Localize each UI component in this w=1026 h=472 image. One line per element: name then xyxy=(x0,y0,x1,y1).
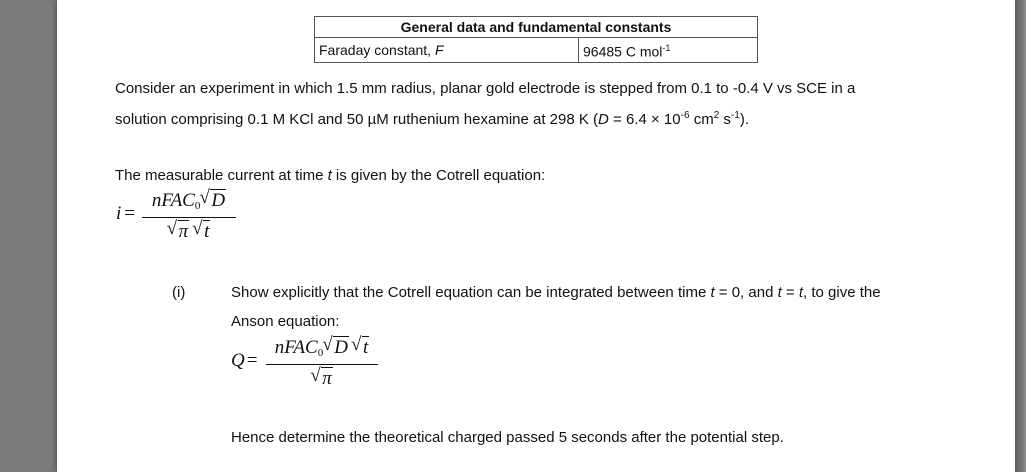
part-text: = xyxy=(781,284,799,301)
table-header: General data and fundamental constants xyxy=(315,17,758,38)
part-text: Show explicitly that the Cotrell equation can be integrated between time xyxy=(231,284,711,301)
intro-line-2 xyxy=(115,110,749,128)
fraction-bar xyxy=(142,217,236,218)
part-text: = 0, and xyxy=(714,284,778,301)
faraday-symbol: F xyxy=(434,41,444,58)
scroll-edge xyxy=(1015,0,1026,472)
radicand: t xyxy=(362,337,369,358)
sqrt-t xyxy=(352,337,369,359)
cottrell-denominator xyxy=(142,221,236,243)
radicand: t xyxy=(204,221,210,242)
intro-line-1: Consider an experiment in which 1.5 mm radius, planar gold electrode is stepped from 0.1 to -0.4 V vs SCE in a xyxy=(115,80,856,97)
intro-text: solution comprising 0.1 M KCl and 50 µM ruthenium hexamine at 298 K ( xyxy=(115,111,599,128)
radicand: π xyxy=(178,221,189,242)
sqrt-pi xyxy=(168,221,190,243)
fraction-bar xyxy=(266,364,378,365)
cottrell-text: is given by the Cotrell equation: xyxy=(331,167,546,184)
equals-sign: = xyxy=(124,203,135,224)
part-i-line-1 xyxy=(231,284,881,301)
anson-numerator xyxy=(266,337,378,359)
constants-table xyxy=(314,16,758,63)
subscript: 0 xyxy=(194,200,201,212)
numerator-text: nFAC xyxy=(151,190,195,211)
sqrt-t xyxy=(193,221,210,243)
time-symbol: t xyxy=(798,284,804,301)
anson-denominator xyxy=(266,368,378,390)
faraday-label: Faraday constant, xyxy=(319,41,435,58)
intro-text: = 6.4 × 10 xyxy=(608,111,681,128)
part-i-line-2: Anson equation: xyxy=(231,313,340,330)
numerator-text: nFAC xyxy=(274,337,318,358)
intro-text: ). xyxy=(739,111,750,128)
cottrell-intro xyxy=(115,167,545,184)
time-symbol: t xyxy=(327,167,332,184)
anson-fraction xyxy=(266,337,378,397)
equals-sign: = xyxy=(246,350,258,371)
cottrell-numerator xyxy=(142,190,236,212)
charge-symbol: Q xyxy=(231,350,245,371)
sqrt-D xyxy=(200,190,226,212)
exponent: -6 xyxy=(680,110,690,121)
exponent: 2 xyxy=(713,110,720,121)
intro-text: s xyxy=(719,111,731,128)
exponent: -1 xyxy=(730,110,740,121)
faraday-value: 96485 C mol xyxy=(583,43,663,60)
sqrt-D xyxy=(323,337,349,359)
table-cell-value xyxy=(579,38,758,63)
subscript: 0 xyxy=(317,347,324,359)
sqrt-pi xyxy=(311,368,333,390)
intro-text: cm xyxy=(689,111,714,128)
radicand: D xyxy=(334,337,348,358)
cottrell-lhs xyxy=(116,203,135,225)
radicand: D xyxy=(211,190,226,211)
part-text: , to give the xyxy=(803,284,881,301)
cottrell-text: The measurable current at time xyxy=(115,167,328,184)
cottrell-fraction xyxy=(142,190,236,250)
radicand: π xyxy=(322,368,332,389)
table-cell-label xyxy=(315,38,579,63)
current-symbol: i xyxy=(116,203,122,224)
faraday-exponent: -1 xyxy=(662,43,671,53)
time-symbol: t xyxy=(777,284,782,301)
anson-lhs xyxy=(231,350,257,372)
part-label: (i) xyxy=(172,284,186,301)
diffusion-symbol: D xyxy=(598,111,609,128)
time-symbol: t xyxy=(710,284,715,301)
part-i-final: Hence determine the theoretical charged passed 5 seconds after the potential step. xyxy=(231,429,784,446)
